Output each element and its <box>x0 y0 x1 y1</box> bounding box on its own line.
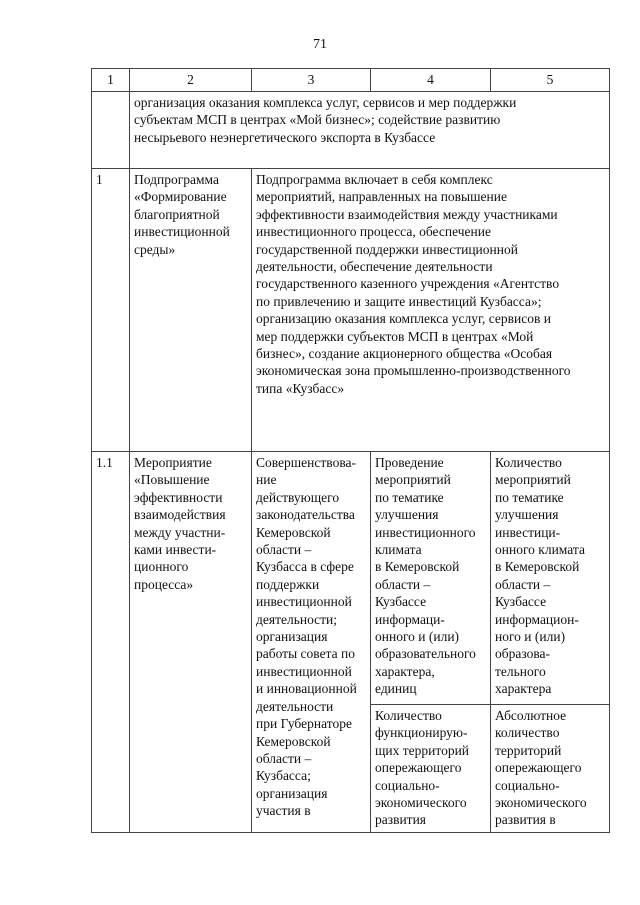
intro-text: организация оказания комплекса услуг, сервисов и мер поддержки субъектам МСП в центрах «Мой бизнес»; содействие развитию несырьевого неэнергетического экспорта в Кузбассе <box>130 92 610 169</box>
header-cell: 3 <box>252 69 371 92</box>
subprogram-description: Подпрограмма включает в себя комплекс мероприятий, направленных на повышение эффективности взаимодействия между участниками инвестиционного процесса, обеспечение государственной поддержки инвестиционной деятельности, обеспечение деятельности государственного казенного учреждения «Агентство по привлечению и защите инвестиций Кузбасса»; организацию оказания комплекса услуг, сервисов и мер поддержки субъектов МСП в центрах «Мой бизнес», создание акционерного общества «Особая экономическая зона промышленно-производственного типа «Кузбасс» <box>252 169 610 452</box>
empty-cell <box>92 92 130 169</box>
header-cell: 2 <box>130 69 252 92</box>
indicator-name: Проведение мероприятий по тематике улучшения инвестиционного климата в Кемеровской области – Кузбассе информаци- онного и (или) образовательного характера, единиц <box>371 452 491 705</box>
row-number: 1.1 <box>92 452 130 833</box>
program-table <box>91 68 610 833</box>
subprogram-name: Подпрограмма «Формирование благоприятной инвестиционной среды» <box>130 169 252 452</box>
table-row <box>92 452 610 705</box>
table-header-row <box>92 69 610 92</box>
row-number: 1 <box>92 169 130 452</box>
indicator-formula: Абсолютное количество территорий опережающего социально- экономического развития в <box>491 705 610 833</box>
header-cell: 5 <box>491 69 610 92</box>
page-number: 71 <box>313 37 327 52</box>
header-cell: 1 <box>92 69 130 92</box>
indicator-name: Количество функционирую- щих территорий опережающего социально- экономического развития <box>371 705 491 833</box>
table-row <box>92 169 610 452</box>
table-row <box>92 92 610 169</box>
measure-name: Мероприятие «Повышение эффективности взаимодействия между участни- ками инвести- ционного процесса» <box>130 452 252 833</box>
measure-description: Совершенствова- ние действующего законодательства Кемеровской области – Кузбасса в сфере поддержки инвестиционной деятельности; организация работы совета по инвестиционной и инновационной деятельности при Губернаторе Кемеровской области – Кузбасса; организация участия в <box>252 452 371 833</box>
indicator-formula: Количество мероприятий по тематике улучшения инвестици- онного климата в Кемеровской области – Кузбассе информацион- ного и (или) образова- тельного характера <box>491 452 610 705</box>
header-cell: 4 <box>371 69 491 92</box>
